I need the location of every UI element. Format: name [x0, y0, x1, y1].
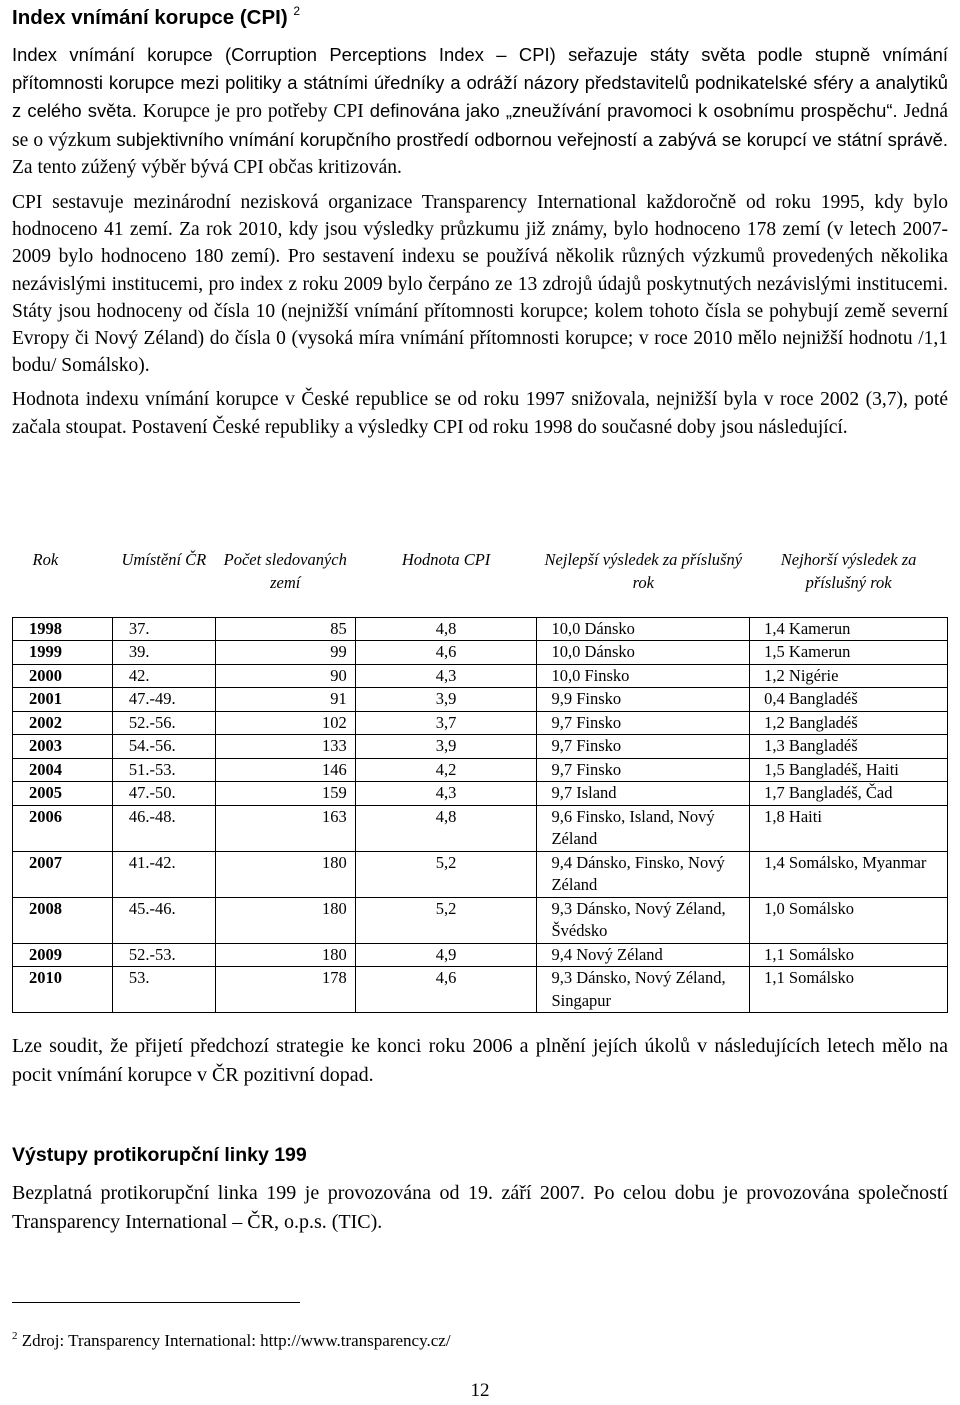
section-heading-cpi [12, 4, 948, 32]
cell-count: 180 [215, 943, 355, 967]
cell-year: 2008 [13, 897, 113, 943]
table-row [13, 967, 948, 1013]
cell-value: 4,3 [355, 782, 537, 806]
cell-rank: 41.-42. [112, 851, 215, 897]
cell-best: 9,7 Island [537, 782, 750, 806]
cell-worst: 1,2 Bangladéš [750, 711, 948, 735]
cell-count: 90 [215, 664, 355, 688]
footnote-ref: 2 [293, 4, 301, 18]
cell-count: 102 [215, 711, 355, 735]
table-row [13, 735, 948, 759]
table-row [13, 851, 948, 897]
page-number: 12 [470, 1380, 490, 1401]
paragraph-conclusion: Lze soudit, že přijetí předchozí strategie ke konci roku 2006 a plnění jejích úkolů v následujících letech mělo na pocit vnímání korupce v ČR pozitivní dopad. [12, 1035, 948, 1086]
cell-value: 4,9 [355, 943, 537, 967]
table-row [13, 688, 948, 712]
cell-rank: 47.-50. [112, 782, 215, 806]
document-page [12, 0, 949, 1401]
bottom-section [12, 1032, 948, 1236]
paragraph-cpi-organization: CPI sestavuje mezinárodní nezisková organizace Transparency International každoročně od roku 1995, kdy bylo hodnoceno 41 zemí. Za rok 2010, kdy jsou výsledky průzkumu již známy, bylo hodnoceno 178 zemí (v letech 2007-2009 bylo hodnoceno 180 zemí). Pro sestavení indexu se používá několik různých výzkumů provedených několika nezávislými institucemi, pro index z roku 2009 bylo čerpáno ze 13 zdrojů údajů poskytnutých nezávislými institucemi. Státy jsou hodnoceny od čísla 10 (nejnižší vnímání přítomnosti korupce; kolem tohoto čísla se pohybují země severní Evropy či Nový Zéland) do čísla 0 (vysoká míra vnímání přítomnosti korupce; v roce 2010 mělo nejnižší hodnotu /1,1 bodu/ Somálsko). [12, 192, 948, 377]
cell-rank: 52.-56. [112, 711, 215, 735]
cell-count: 180 [215, 897, 355, 943]
cell-rank: 47.-49. [112, 688, 215, 712]
cell-value: 4,6 [355, 641, 537, 665]
cell-worst: 1,4 Kamerun [750, 617, 948, 641]
cell-year: 2001 [13, 688, 113, 712]
cell-value: 3,7 [355, 711, 537, 735]
cell-year: 2004 [13, 758, 113, 782]
intro-part-6: Za tento zúžený výběr bývá CPI občas kritizován. [12, 156, 402, 178]
cell-best: 10,0 Dánsko [537, 617, 750, 641]
cell-count: 180 [215, 851, 355, 897]
cell-value: 5,2 [355, 851, 537, 897]
table-row [13, 805, 948, 851]
cell-year: 2000 [13, 664, 113, 688]
cell-rank: 46.-48. [112, 805, 215, 851]
intro-part-3: definována jako „zneužívání pravomoci k osobnímu prospěchu“. [369, 100, 898, 122]
header-year: Rok [32, 550, 59, 569]
cell-value: 4,2 [355, 758, 537, 782]
cell-worst: 1,3 Bangladéš [750, 735, 948, 759]
cell-best: 10,0 Dánsko [537, 641, 750, 665]
intro-part-2: Korupce je pro potřeby CPI [136, 101, 370, 123]
cell-worst: 1,2 Nigérie [750, 664, 948, 688]
cell-rank: 54.-56. [112, 735, 215, 759]
paragraph-intro [12, 41, 948, 181]
cell-best: 9,4 Nový Zéland [537, 943, 750, 967]
cell-year: 2003 [13, 735, 113, 759]
footnote-marker: 2 [12, 1330, 18, 1342]
cell-rank: 51.-53. [112, 758, 215, 782]
cell-year: 2005 [13, 782, 113, 806]
cell-value: 3,9 [355, 735, 537, 759]
cell-value: 4,6 [355, 967, 537, 1013]
section-heading-hotline: Výstupy protikorupční linky 199 [12, 1144, 307, 1166]
table-row [13, 664, 948, 688]
cell-worst: 1,1 Somálsko [750, 967, 948, 1013]
table-row [13, 782, 948, 806]
cell-year: 2007 [13, 851, 113, 897]
cell-rank: 42. [112, 664, 215, 688]
header-count: Počet sledovaných zemí [223, 550, 347, 592]
cell-year: 1999 [13, 641, 113, 665]
cell-rank: 39. [112, 641, 215, 665]
cell-worst: 1,4 Somálsko, Myanmar [750, 851, 948, 897]
cell-count: 85 [215, 617, 355, 641]
cell-best: 9,3 Dánsko, Nový Zéland, Švédsko [537, 897, 750, 943]
cell-worst: 1,8 Haiti [750, 805, 948, 851]
cell-year: 2006 [13, 805, 113, 851]
intro-part-1: Index vnímání korupce (Corruption Perceptions Index – CPI) seřazuje státy světa podle stupně vnímání přítomnosti korupce mezi politiky a státními úředníky a odráží názory představitelů podnikatelské sféry a analytiků z celého světa. [12, 44, 948, 122]
cell-value: 3,9 [355, 688, 537, 712]
cell-count: 146 [215, 758, 355, 782]
cell-rank: 45.-46. [112, 897, 215, 943]
cell-worst: 1,1 Somálsko [750, 943, 948, 967]
table-header-row [13, 545, 948, 617]
cell-value: 4,3 [355, 664, 537, 688]
table-row [13, 711, 948, 735]
cell-count: 159 [215, 782, 355, 806]
cell-value: 4,8 [355, 617, 537, 641]
header-worst: Nejhorší výsledek za příslušný rok [780, 550, 917, 592]
cell-best: 9,4 Dánsko, Finsko, Nový Zéland [537, 851, 750, 897]
cell-worst: 1,0 Somálsko [750, 897, 948, 943]
footnote [12, 1330, 451, 1352]
header-rank: Umístění ČR [121, 550, 207, 569]
cell-count: 133 [215, 735, 355, 759]
cell-best: 9,9 Finsko [537, 688, 750, 712]
cell-best: 9,7 Finsko [537, 711, 750, 735]
intro-part-5: subjektivního vnímání korupčního prostředí odbornou veřejností a zabývá se korupcí ve státní správě. [116, 128, 948, 150]
cpi-table [12, 545, 948, 1013]
header-best: Nejlepší výsledek za příslušný rok [544, 550, 743, 592]
cell-best: 9,3 Dánsko, Nový Zéland, Singapur [537, 967, 750, 1013]
cell-best: 9,7 Finsko [537, 758, 750, 782]
cell-rank: 53. [112, 967, 215, 1013]
cell-worst: 1,7 Bangladéš, Čad [750, 782, 948, 806]
cell-rank: 37. [112, 617, 215, 641]
cell-count: 91 [215, 688, 355, 712]
cell-value: 5,2 [355, 897, 537, 943]
header-value: Hodnota CPI [401, 550, 491, 569]
table-row [13, 617, 948, 641]
cell-count: 99 [215, 641, 355, 665]
intro-part-4: Jedná se o výzkum [12, 101, 949, 151]
table-row [13, 943, 948, 967]
cell-year: 2009 [13, 943, 113, 967]
heading-text: Index vnímání korupce (CPI) [12, 6, 288, 29]
cell-worst: 1,5 Bangladéš, Haiti [750, 758, 948, 782]
table-row [13, 641, 948, 665]
paragraph-hotline: Bezplatná protikorupční linka 199 je provozována od 19. září 2007. Po celou dobu je provozována společností Transparency International – ČR, o.p.s. (TIC). [12, 1182, 948, 1233]
cell-rank: 52.-53. [112, 943, 215, 967]
cell-year: 2002 [13, 711, 113, 735]
cell-year: 2010 [13, 967, 113, 1013]
cell-best: 9,7 Finsko [537, 735, 750, 759]
table-row [13, 758, 948, 782]
table-body [13, 617, 948, 1013]
cell-value: 4,8 [355, 805, 537, 851]
footnote-text: Zdroj: Transparency International: http://www.transparency.cz/ [17, 1331, 451, 1350]
cell-count: 178 [215, 967, 355, 1013]
cell-worst: 1,5 Kamerun [750, 641, 948, 665]
table-row [13, 897, 948, 943]
cell-worst: 0,4 Bangladéš [750, 688, 948, 712]
cell-best: 10,0 Finsko [537, 664, 750, 688]
cell-year: 1998 [13, 617, 113, 641]
cell-best: 9,6 Finsko, Island, Nový Zéland [537, 805, 750, 851]
cell-count: 163 [215, 805, 355, 851]
footnote-separator [12, 1302, 300, 1303]
paragraph-czech-trend: Hodnota indexu vnímání korupce v České republice se od roku 1997 snižovala, nejnižší byla v roce 2002 (3,7), poté začala stoupat. Postavení České republiky a výsledky CPI od roku 1998 do současné doby jsou následující. [12, 389, 948, 438]
